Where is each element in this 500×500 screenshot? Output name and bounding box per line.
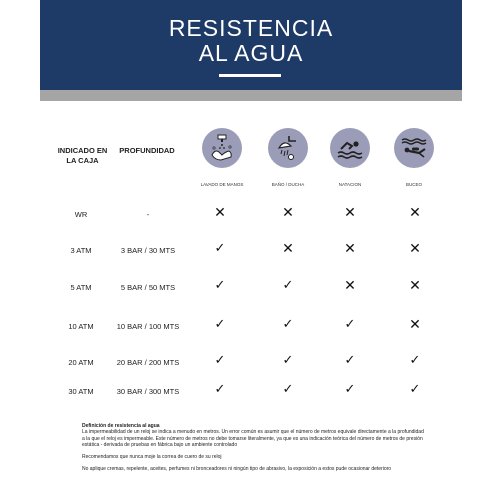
grey-divider <box>40 90 462 101</box>
row-indicated: WR <box>74 210 88 219</box>
check-icon: ✓ <box>214 382 226 397</box>
notes-paragraph-3: No aplique cremas, repelente, aceites, perfumes ni bronceadores ni ningún tipo de abrasivo, la exposición a estos pude ocasionar deterioro <box>82 466 392 473</box>
cross-icon: ✕ <box>409 241 421 257</box>
activity-label-3: BUCEO <box>405 182 422 187</box>
check-icon: ✓ <box>344 382 356 397</box>
activity-label-1: BAÑO / DUCHA <box>271 182 305 187</box>
row-indicated: 5 ATM <box>70 283 92 292</box>
activity-label-0: LAVADO DE MANOS <box>200 182 244 187</box>
row-depth: 10 BAR / 100 MTS <box>116 322 180 331</box>
check-icon: ✓ <box>282 317 294 332</box>
diving-icon <box>394 128 434 168</box>
check-icon: ✓ <box>214 353 226 368</box>
cross-icon: ✕ <box>409 317 421 333</box>
check-icon: ✓ <box>282 353 294 368</box>
notes-paragraph-1: La impermeabilidad de un reloj se indica a menudo en metros. Un error común es asumir que el número de metros equivale directamente a la profundidad a la que el reloj es impermeable. Este número de metros no debe tomarse literalmente, ya que es una indicación teórica del número de metros de presión estática - derivada de pruebas en fábrica bajo un ambiente controlado <box>82 429 424 448</box>
cross-icon: ✕ <box>409 278 421 294</box>
check-icon: ✓ <box>214 317 226 332</box>
notes-title: Definición de resistencia al agua <box>82 423 160 429</box>
row-depth: 5 BAR / 50 MTS <box>120 283 176 292</box>
check-icon: ✓ <box>344 317 356 332</box>
check-icon: ✓ <box>282 382 294 397</box>
row-indicated: 20 ATM <box>68 358 94 367</box>
column-header-indicated: INDICADO EN LA CAJA <box>57 146 108 165</box>
cross-icon: ✕ <box>344 205 356 221</box>
check-icon: ✓ <box>214 278 226 293</box>
cross-icon: ✕ <box>409 205 421 221</box>
title-line-2: AL AGUA <box>198 40 304 66</box>
row-depth: 30 BAR / 300 MTS <box>116 387 180 396</box>
shower-icon <box>268 128 308 168</box>
cross-icon: ✕ <box>214 205 226 221</box>
notes-section <box>82 423 427 473</box>
cross-icon: ✕ <box>344 241 356 257</box>
row-indicated: 3 ATM <box>70 246 92 255</box>
swimming-icon <box>330 128 370 168</box>
header-banner <box>40 0 462 90</box>
cross-icon: ✕ <box>344 278 356 294</box>
check-icon: ✓ <box>282 278 294 293</box>
title-underline <box>219 74 281 77</box>
row-depth: - <box>146 210 150 219</box>
page-title <box>40 16 462 66</box>
row-indicated: 30 ATM <box>68 387 94 396</box>
row-depth: 3 BAR / 30 MTS <box>120 246 176 255</box>
check-icon: ✓ <box>214 241 226 256</box>
hand-wash-icon <box>202 128 242 168</box>
column-header-depth: PROFUNDIDAD <box>119 146 175 155</box>
check-icon: ✓ <box>344 353 356 368</box>
title-line-1: RESISTENCIA <box>168 15 334 41</box>
row-depth: 20 BAR / 200 MTS <box>116 358 180 367</box>
check-icon: ✓ <box>409 353 421 368</box>
cross-icon: ✕ <box>282 241 294 257</box>
check-icon: ✓ <box>409 382 421 397</box>
row-indicated: 10 ATM <box>68 322 94 331</box>
notes-paragraph-2: Recomendamos que nunca moje la correa de cuero de su reloj <box>82 454 222 461</box>
activity-label-2: NATACION <box>338 182 362 187</box>
cross-icon: ✕ <box>282 205 294 221</box>
